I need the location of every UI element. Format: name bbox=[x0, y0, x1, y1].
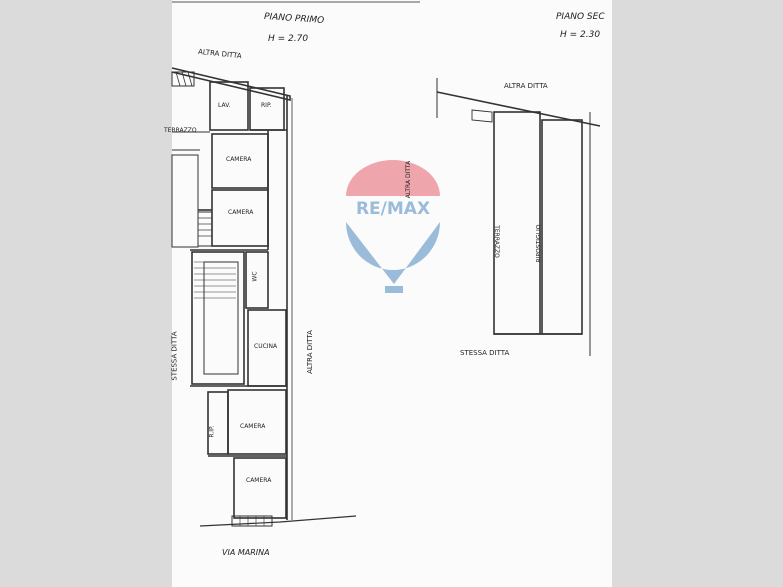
remax-balloon-logo bbox=[346, 160, 440, 293]
label-rip-2: R.IP. bbox=[208, 425, 216, 438]
label-camera-1: CAMERA bbox=[226, 156, 252, 163]
label-lav: LAV. bbox=[218, 102, 231, 109]
label-wc: WC bbox=[251, 271, 259, 282]
label-altra-ditta-mid: ALTRA DITTA bbox=[405, 160, 413, 199]
floor-plan-sheet bbox=[164, 0, 612, 587]
svg-text:RE/MAX: RE/MAX bbox=[355, 199, 431, 219]
label-terrazzo-2: TERRAZZO bbox=[492, 225, 500, 258]
label-terrazzo-left: TERRAZZO bbox=[164, 127, 197, 134]
label-ripostiglio: RIPOSTIGLIO bbox=[535, 224, 543, 263]
label-camera-4: CAMERA bbox=[246, 477, 272, 484]
label-altra-ditta-top: ALTRA DITTA bbox=[197, 47, 243, 61]
first-floor-height: H = 2.70 bbox=[268, 34, 309, 44]
right-margin bbox=[612, 0, 783, 587]
second-floor-height: H = 2.30 bbox=[560, 30, 601, 40]
label-stessa-ditta-bottom: STESSA DITTA bbox=[460, 349, 510, 357]
label-altra-ditta-top-2: ALTRA DITTA bbox=[504, 82, 548, 90]
label-camera-3: CAMERA bbox=[240, 423, 266, 430]
left-margin bbox=[0, 0, 172, 587]
first-floor-title: PIANO PRIMO bbox=[263, 11, 325, 27]
first-floor-plan bbox=[172, 68, 356, 526]
second-floor-title: PIANO SEC bbox=[556, 12, 605, 22]
label-street: VIA MARINA bbox=[222, 548, 270, 557]
label-cucina: CUCINA bbox=[254, 343, 278, 350]
second-floor-plan bbox=[437, 78, 600, 356]
label-camera-2: CAMERA bbox=[228, 209, 254, 216]
label-rip-1: RIP. bbox=[261, 102, 272, 109]
label-stessa-ditta-left: STESSA DITTA bbox=[170, 331, 179, 381]
label-altra-ditta-right: ALTRA DITTA bbox=[305, 330, 314, 374]
